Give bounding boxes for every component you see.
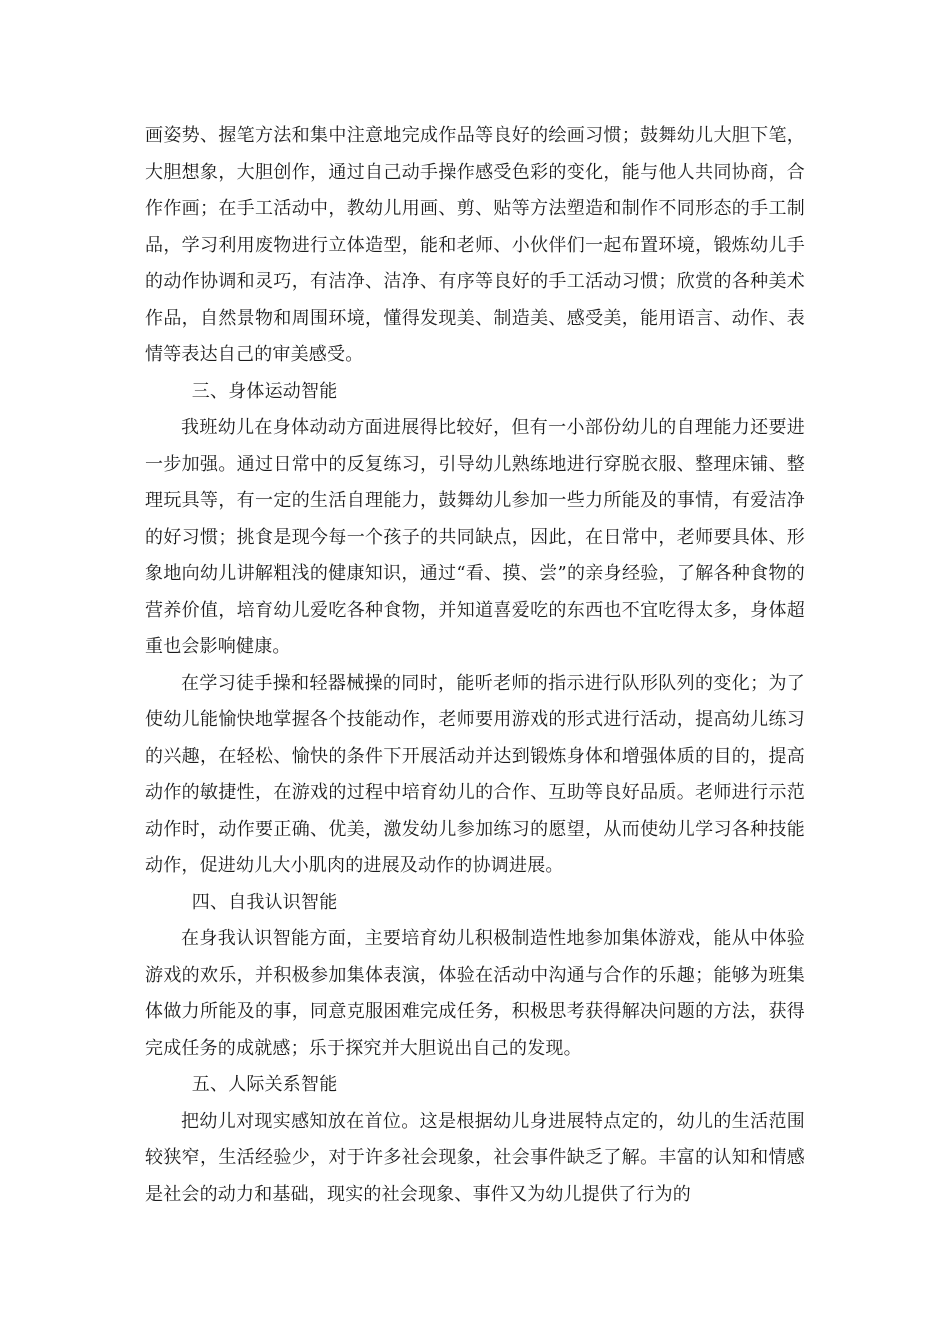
document-body xyxy=(145,118,805,1213)
paragraph-self-1: 在身我认识智能方面，主要培育幼儿积极制造性地参加集体游戏，能从中体验游戏的欢乐，并积极参加集体表演，体验在活动中沟通与合作的乐趣；能够为班集体做力所能及的事，同意克服困难完成任务，积极思考获得解决问题的方法，获得完成任务的成就感；乐于探究并大胆说出自己的发现。 xyxy=(145,928,805,1059)
heading-interpersonal: 五、人际关系智能 xyxy=(191,1074,338,1095)
paragraph-art-continued: 画姿势、握笔方法和集中注意地完成作品等良好的绘画习惯；鼓舞幼儿大胆下笔，大胆想象，大胆创作，通过自己动手操作感受色彩的变化，能与他人共同协商，合作作画；在手工活动中，教幼儿用画、剪、贴等方法塑造和制作不同形态的手工制品，学习利用废物进行立体造型，能和老师、小伙伴们一起布置环境，锻炼幼儿手的动作协调和灵巧，有洁净、洁净、有序等良好的手工活动习惯；欣赏的各种美术作品，自然景物和周围环境，懂得发现美、制造美、感受美，能用语言、动作、表情等表达自己的审美感受。 xyxy=(145,125,805,365)
paragraph-body-1: 我班幼儿在身体动动方面进展得比较好，但有一小部份幼儿的自理能力还要进一步加强。通过日常中的反复练习，引导幼儿熟练地进行穿脱衣服、整理床铺、整理玩具等，有一定的生活自理能力，鼓舞幼儿参加一些力所能及的事情，有爱洁净的好习惯；挑食是现今每一个孩子的共同缺点，因此，在日常中，老师要具体、形象地向幼儿讲解粗浅的健康知识，通过“看、摸、尝”的亲身经验，了解各种食物的营养价值，培育幼儿爱吃各种食物，并知道喜爱吃的东西也不宜吃得太多，身体超重也会影响健康。 xyxy=(145,417,805,657)
paragraph-body-2: 在学习徒手操和轻器械操的同时，能听老师的指示进行队形队列的变化；为了使幼儿能愉快地掌握各个技能动作，老师要用游戏的形式进行活动，提高幼儿练习的兴趣，在轻松、愉快的条件下开展活动并达到锻炼身体和增强体质的目的，提高动作的敏捷性，在游戏的过程中培育幼儿的合作、互助等良好品质。老师进行示范动作时，动作要正确、优美，激发幼儿参加练习的愿望，从而使幼儿学习各种技能动作，促进幼儿大小肌肉的进展及动作的协调进展。 xyxy=(145,672,805,876)
paragraph-interpersonal-1: 把幼儿对现实感知放在首位。这是根据幼儿身进展特点定的，幼儿的生活范围较狭窄，生活经验少，对于许多社会现象，社会事件缺乏了解。丰富的认知和情感是社会的动力和基础，现实的社会现象、事件又为幼儿提供了行为的 xyxy=(145,1110,805,1205)
heading-self-awareness: 四、自我认识智能 xyxy=(191,891,338,913)
heading-body-movement: 三、身体运动智能 xyxy=(191,380,338,402)
